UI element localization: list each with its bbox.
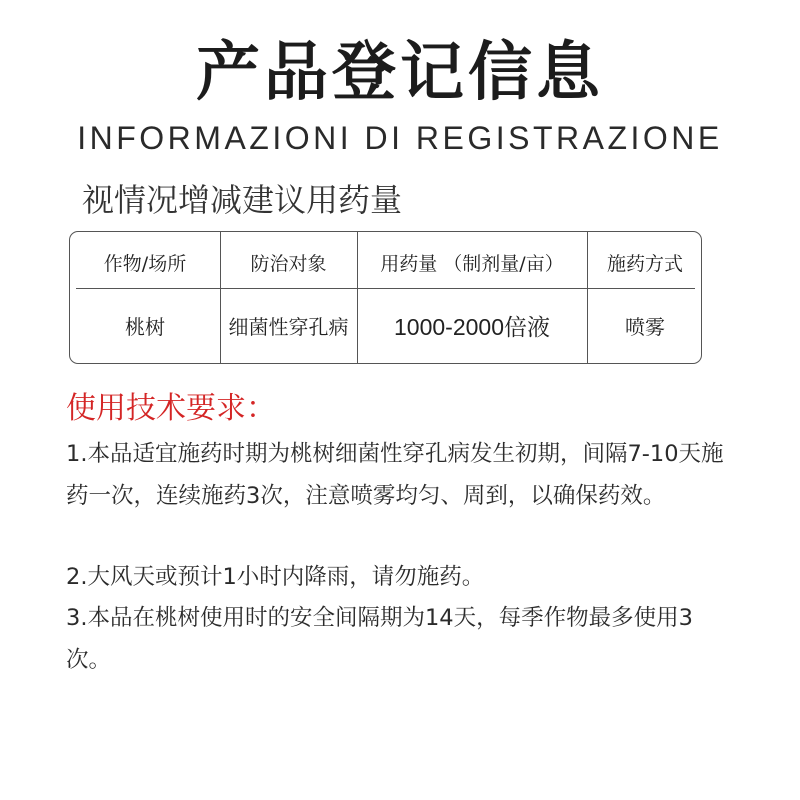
header-crop: 作物/场所 [103,252,187,275]
header-target: 防治对象 [250,252,327,275]
header-method: 施药方式 [606,252,683,275]
cell-method: 喷雾 [625,314,665,339]
requirement-item: 1.本品适宜施药时期为桃树细菌性穿孔病发生初期，间隔7-10天施药一次，连续施药3次，注意喷雾均匀、周到，以确保药效。 [66,441,724,509]
dosage-note: 视情况增减建议用药量 [82,181,403,219]
page-title: 产品登记信息 [196,36,604,110]
requirements-title: 使用技术要求： [66,391,276,426]
registration-table [69,231,702,364]
requirement-item: 2.大风天或预计1小时内降雨，请勿施药。 [66,564,485,590]
header-dosage: 用药量 （制剂量/亩） [380,252,564,275]
page-subtitle: INFORMAZIONI DI REGISTRAZIONE [77,120,723,156]
cell-crop: 桃树 [125,314,165,339]
requirement-item: 3.本品在桃树使用时的安全间隔期为14天，每季作物最多使用3次。 [66,605,693,673]
cell-dosage: 1000-2000倍液 [394,313,550,340]
cell-target: 细菌性穿孔病 [228,314,349,339]
